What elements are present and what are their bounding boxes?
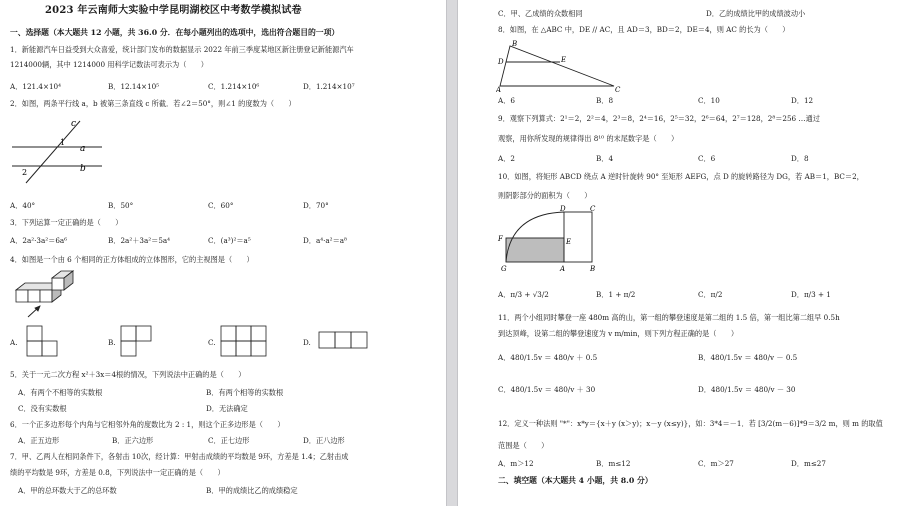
label-c: c — [71, 119, 77, 129]
q4-cube-solid-figure — [14, 268, 76, 320]
q4-option-c[interactable]: C. — [208, 338, 216, 347]
q1-text-line2: 1214000辆，其中 1214000 用科学记数法可表示为（ ） — [10, 60, 208, 69]
q8-triangle-figure — [496, 38, 626, 94]
q10-rectangle-rotation-figure — [496, 204, 606, 274]
q8-option-b[interactable]: B．8 — [596, 96, 614, 105]
label-angle-1: 1 — [60, 138, 66, 147]
q10-text-line1: 10．如图，将矩形 ABCD 绕点 A 逆时针旋转 90° 至矩形 AEFG，点 D 的旋转路径为 DG，若 AB＝1，BC＝2， — [498, 172, 864, 181]
q12-option-d[interactable]: D．m≤27 — [791, 459, 826, 468]
q11-option-c[interactable]: C．480/1.5v ＝ 480/v ＋ 30 — [498, 385, 596, 394]
q1-option-a[interactable]: A．121.4×10⁴ — [10, 82, 62, 91]
q7-option-a[interactable]: A．甲的总环数大于乙的总环数 — [18, 486, 117, 495]
q11-text-line2: 到达顶峰，设第二组的攀登速度为 v m/min，则下列方程正确的是（ ） — [498, 329, 739, 338]
label-G: G — [501, 265, 507, 273]
q11-option-a[interactable]: A．480/1.5v ＝ 480/v ＋ 0.5 — [498, 353, 598, 362]
q2-option-b[interactable]: B．50° — [108, 201, 134, 210]
q10-option-b[interactable]: B．1 + π/2 — [596, 290, 636, 299]
q7-option-c[interactable]: C．甲、乙成绩的众数相同 — [498, 9, 583, 18]
q3-option-c[interactable]: C．(a³)²＝a⁵ — [208, 236, 251, 245]
label-A: A — [560, 265, 566, 273]
q1-text-line1: 1．新能源汽车日益受到大众喜爱，统计部门发布的数据显示 2022 年前三季度某地区新注册登记新能源汽车 — [10, 45, 354, 54]
label-C: C — [615, 86, 621, 94]
q11-text-line1: 11．两个小组同时攀登一座 480m 高的山，第一组的攀登速度是第二组的 1.5 倍，第一组比第二组早 0.5h — [498, 313, 840, 322]
q10-text-line2: 则阴影部分的面积为（ ） — [498, 191, 592, 200]
q5-option-a[interactable]: A．有两个不相等的实数根 — [18, 388, 103, 397]
q3-text: 3．下列运算一定正确的是（ ） — [10, 218, 123, 227]
label-F: F — [498, 235, 503, 243]
q4-option-c-view[interactable] — [220, 325, 270, 357]
q3-option-a[interactable]: A．2a²·3a²＝6a⁶ — [10, 236, 68, 245]
label-A: A — [496, 86, 502, 94]
label-B: B — [590, 265, 596, 273]
q2-text: 2．如图，两条平行线 a，b 被第三条直线 c 所截．若∠2＝50°，则∠1 的度数为（ ） — [10, 99, 296, 108]
q12-option-c[interactable]: C．m＞27 — [698, 459, 734, 468]
label-D: D — [560, 205, 566, 213]
q5-option-b[interactable]: B．有两个相等的实数根 — [206, 388, 284, 397]
q4-option-a-view[interactable] — [26, 325, 66, 357]
label-B: B — [512, 40, 518, 48]
q5-option-d[interactable]: D．无法确定 — [206, 404, 248, 413]
q3-option-d[interactable]: D．a⁴·a²＝a⁸ — [303, 236, 347, 245]
q9-option-a[interactable]: A．2 — [498, 154, 515, 163]
q12-option-a[interactable]: A．m＞12 — [498, 459, 534, 468]
q7-text-line1: 7．甲、乙两人在相同条件下，各射击 10次，经计算：甲射击成绩的平均数是 9环，方差是 1.4；乙射击成 — [10, 452, 349, 461]
label-a: a — [80, 144, 86, 154]
q12-text-line2: 范围是（ ） — [498, 441, 549, 450]
q9-option-d[interactable]: D．8 — [791, 154, 809, 163]
q1-option-b[interactable]: B．12.14×10⁵ — [108, 82, 160, 91]
q5-option-c[interactable]: C．没有实数根 — [18, 404, 67, 413]
q1-option-c[interactable]: C．1.214×10⁶ — [208, 82, 260, 91]
label-angle-2: 2 — [22, 168, 28, 177]
label-b: b — [80, 164, 86, 174]
q8-option-c[interactable]: C．10 — [698, 96, 720, 105]
q10-option-d[interactable]: D．π/3 + 1 — [791, 290, 831, 299]
q9-text-line2: 观察，用你所发现的规律得出 8¹⁰ 的末尾数字是（ ） — [498, 134, 679, 143]
label-E: E — [561, 56, 567, 64]
exam-page-right — [458, 0, 900, 506]
q4-option-d[interactable]: D. — [303, 338, 311, 347]
q6-option-a[interactable]: A．正五边形 — [18, 436, 60, 445]
q6-option-d[interactable]: D．正八边形 — [303, 436, 345, 445]
label-D: D — [498, 58, 504, 66]
q9-option-c[interactable]: C．6 — [698, 154, 716, 163]
q3-option-b[interactable]: B．2a²＋3a²＝5a⁴ — [108, 236, 171, 245]
q12-option-b[interactable]: B．m≤12 — [596, 459, 631, 468]
q5-text: 5．关于一元二次方程 x²＋3x＝4根的情况，下列说法中正确的是（ ） — [10, 370, 246, 379]
q10-option-a[interactable]: A．π/3 + √3/2 — [498, 290, 549, 299]
q4-option-a[interactable]: A. — [10, 338, 18, 347]
section-1-header: 一、选择题（本大题共 12 小题，共 36.0 分．在每小题列出的选项中，选出符合题目的一项） — [10, 28, 340, 37]
q8-option-d[interactable]: D．12 — [791, 96, 814, 105]
q8-text: 8．如图，在 △ABC 中，DE // AC，且 AD＝3，BD＝2，DE＝4，则 AC 的长为（ ） — [498, 25, 790, 34]
q6-option-c[interactable]: C．正七边形 — [208, 436, 250, 445]
q7-text-line2: 绩的平均数是 9环，方差是 0.8，下列说法中一定正确的是（ ） — [10, 468, 225, 477]
section-2-header: 二、填空题（本大题共 4 小题，共 8.0 分） — [498, 476, 653, 485]
q8-option-a[interactable]: A．6 — [498, 96, 515, 105]
q4-option-b-view[interactable] — [120, 325, 160, 357]
page-gap-divider — [446, 0, 458, 506]
q6-option-b[interactable]: B．正六边形 — [112, 436, 154, 445]
q4-text: 4．如图是一个由 6 个相同的正方体组成的立体图形，它的主视图是（ ） — [10, 255, 254, 264]
q2-parallel-lines-figure — [8, 115, 104, 187]
q2-option-a[interactable]: A．40° — [10, 201, 36, 210]
line-c — [26, 121, 80, 183]
q4-option-b[interactable]: B. — [108, 338, 116, 347]
q7-option-d[interactable]: D．乙的成绩比甲的成绩波动小 — [706, 9, 806, 18]
q2-option-c[interactable]: C．60° — [208, 201, 234, 210]
label-C: C — [590, 205, 596, 213]
label-E: E — [566, 238, 572, 246]
q4-option-d-view[interactable] — [318, 330, 370, 350]
q12-text-line1: 12．定义一种法则 "*"：x*y＝{x＋y (x＞y)；x－y (x≤y)}，如：3*4＝－1．若 [3/2(m－6)]*9＝3/2 m，则 m 的取值 — [498, 419, 883, 428]
q10-option-c[interactable]: C．π/2 — [698, 290, 723, 299]
q2-option-d[interactable]: D．70° — [303, 201, 329, 210]
exam-page-left — [0, 0, 446, 506]
q9-text-line1: 9．观察下列算式：2¹＝2，2²＝4，2³＝8，2⁴＝16，2⁵＝32，2⁶＝64，2⁷＝128，2⁸＝256 …通过 — [498, 114, 820, 123]
q7-option-b[interactable]: B．甲的成绩比乙的成绩稳定 — [206, 486, 298, 495]
q11-option-b[interactable]: B．480/1.5v ＝ 480/v － 0.5 — [698, 353, 798, 362]
exam-title: 2023 年云南师大实验中学昆明湖校区中考数学模拟试卷 — [45, 5, 302, 16]
q1-option-d[interactable]: D．1.214×10⁷ — [303, 82, 355, 91]
q6-text: 6．一个正多边形每个内角与它相邻外角的度数比为 2 : 1，则这个正多边形是（ ） — [10, 420, 285, 429]
q9-option-b[interactable]: B．4 — [596, 154, 614, 163]
q11-option-d[interactable]: D．480/1.5v ＝ 480/v － 30 — [698, 385, 796, 394]
